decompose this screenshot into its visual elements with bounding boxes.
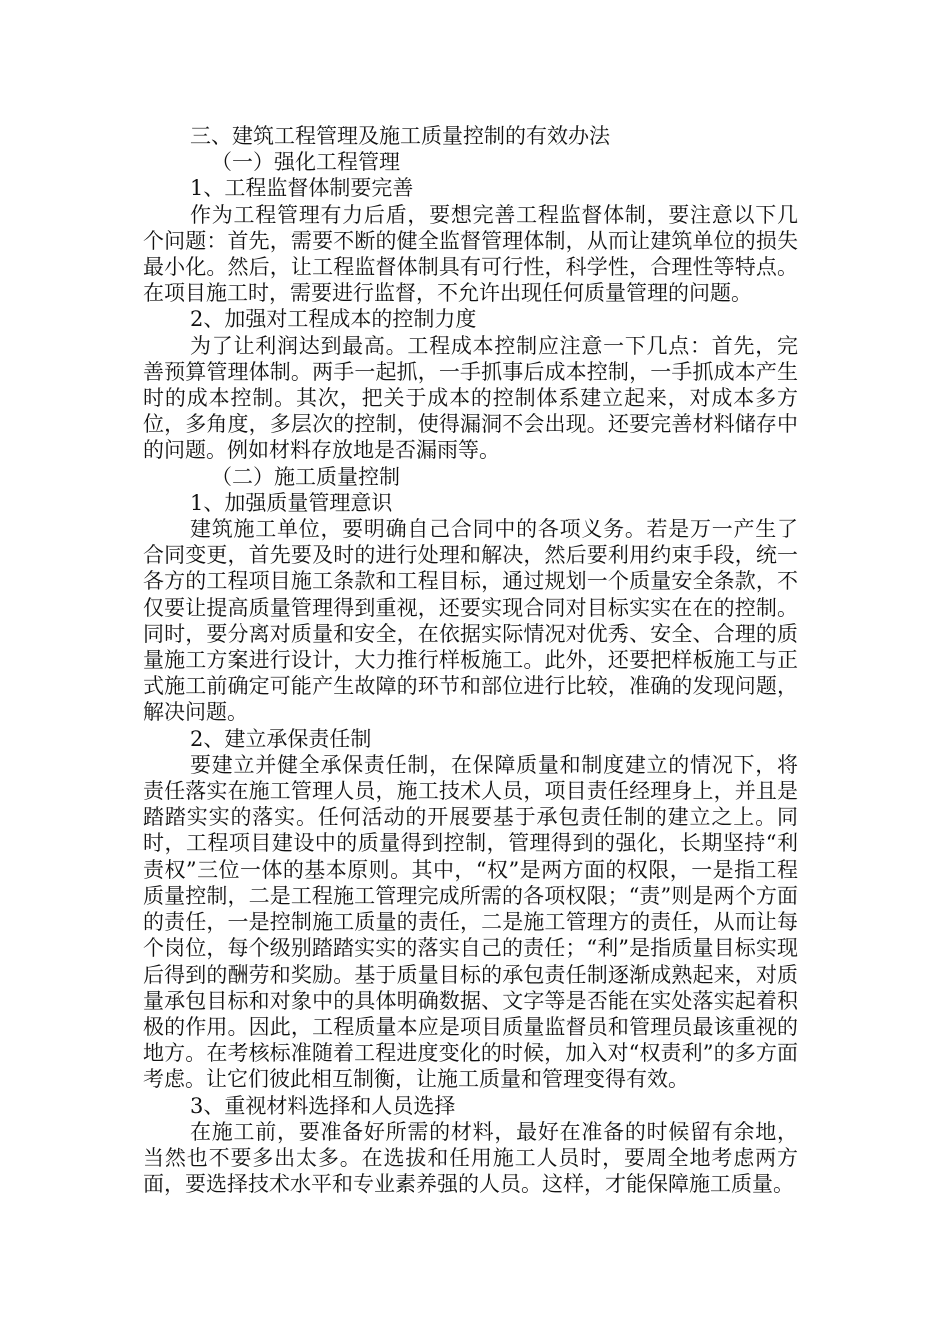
paragraph: 要建立并健全承保责任制，在保障质量和制度建立的情况下，将责任落实在施工管理人员，施工技术人员，项目责任经理身上，并且是踏踏实实的落实。任何活动的开展要基于承包责任制的建立之上。同时，工程项目建设中的质量得到控制，管理得到的强化，长期坚持“利责权”三位一体的基本原则。其中，“权”是两方面的权限，一是指工程质量控制，二是工程施工管理完成所需的各项权限；“责”则是两个方面的责任，一是控制施工质量的责任，二是施工管理方的责任，从而让每个岗位，每个级别踏踏实实的落实自己的责任；“利”是指质量目标实现后得到的酬劳和奖励。基于质量目标的承包责任制逐渐成熟起来，对质量承包目标和对象中的具体明确数据、文字等是否能在实处落实起着积极的作用。因此，工程质量本应是项目质量监督员和管理员最该重视的地方。在考核标准随着工程进度变化的时候，加入对“权责利”的多方面考虑。让它们彼此相互制衡，让施工质量和管理变得有效。 <box>143 752 798 1092</box>
paragraph: 为了让利润达到最高。工程成本控制应注意一下几点：首先，完善预算管理体制。两手一起抓，一手抓事后成本控制，一手抓成本产生时的成本控制。其次，把关于成本的控制体系建立起来，对成本多方位，多角度，多层次的控制，使得漏洞不会出现。还要完善材料储存中的问题。例如材料存放地是否漏雨等。 <box>143 333 798 463</box>
item-heading: 1、加强质量管理意识 <box>190 490 393 515</box>
item-heading: 2、加强对工程成本的控制力度 <box>190 307 477 332</box>
item-heading: 2、建立承保责任制 <box>190 726 372 751</box>
subsection-heading: （一）强化工程管理 <box>211 150 400 175</box>
paragraph: 建筑施工单位，要明确自己合同中的各项义务。若是万一产生了合同变更，首先要及时的进行处理和解决，然后要利用约束手段，统一各方的工程项目施工条款和工程目标，通过规划一个质量安全条款，不仅要让提高质量管理得到重视，还要实现合同对目标实实在在的控制。同时，要分离对质量和安全，在依据实际情况对优秀、安全、合理的质量施工方案进行设计，大力推行样板施工。此外，还要把样板施工与正式施工前确定可能产生故障的环节和部位进行比较，准确的发现问题，解决问题。 <box>143 517 798 725</box>
document-body <box>143 123 798 1197</box>
item-heading: 1、工程监督体制要完善 <box>190 176 414 201</box>
item-heading: 3、重视材料选择和人员选择 <box>190 1093 456 1118</box>
paragraph: 在施工前，要准备好所需的材料，最好在准备的时候留有余地，当然也不要多出太多。在选拔和任用施工人员时，要周全地考虑两方面，要选择技术水平和专业素养强的人员。这样，才能保障施工质量。 <box>143 1119 798 1197</box>
paragraph: 作为工程管理有力后盾，要想完善工程监督体制，要注意以下几个问题：首先，需要不断的健全监督管理体制，从而让建筑单位的损失最小化。然后，让工程监督体制具有可行性，科学性，合理性等特点。在项目施工时，需要进行监督，不允许出现任何质量管理的问题。 <box>143 202 798 306</box>
subsection-heading: （二）施工质量控制 <box>211 464 400 489</box>
section-heading: 三、建筑工程管理及施工质量控制的有效办法 <box>190 124 610 148</box>
